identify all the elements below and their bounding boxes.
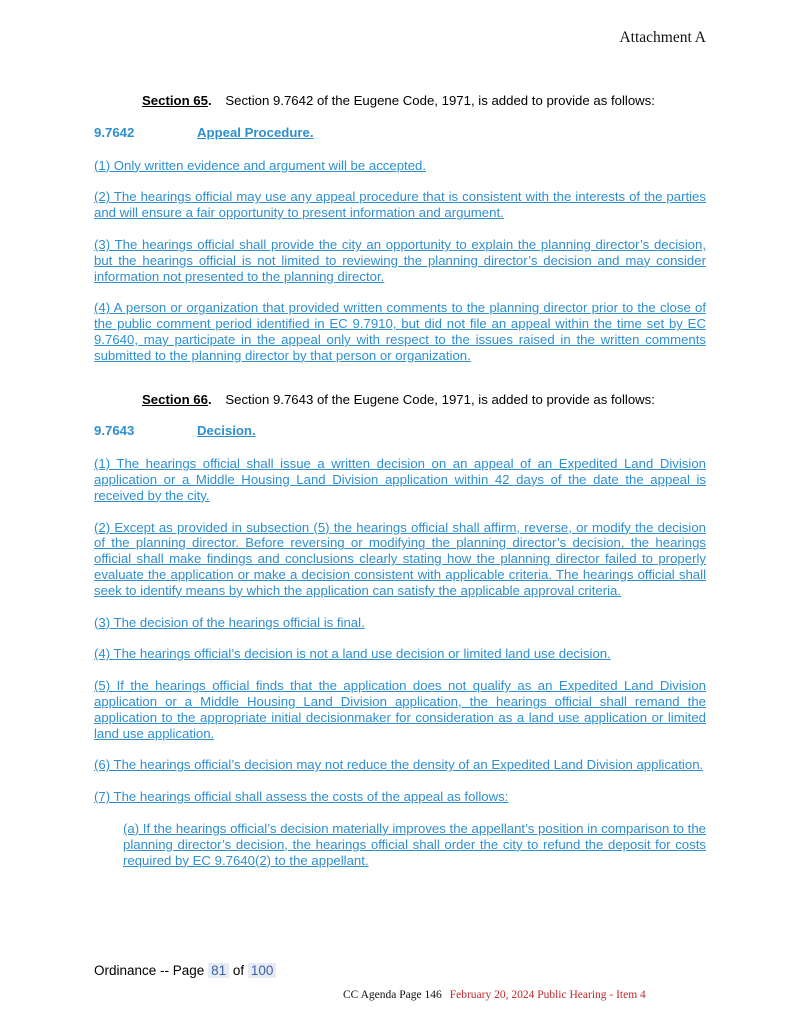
section-heading: Section 65. Section 9.7642 of the Eugene Code, 1971, is added to provide as follows: (142, 93, 655, 108)
page-label: Ordinance -- Page (94, 963, 205, 978)
of-label: of (232, 963, 245, 978)
paragraph: (1) Only written evidence and argument will be accepted. (94, 157, 427, 173)
code-heading (94, 125, 706, 141)
section-intro: Section 9.7642 of the Eugene Code, 1971, is added to provide as follows: (225, 93, 655, 108)
paragraph: (2) Except as provided in subsection (5) the hearings official shall affirm, reverse, or modify the decision of the planning director. Before reversing or modifying the planning director’s decision, the hearings official shall make findings and conclusions clearly stating how the planning director failed to properly evaluate the application or make a decision consistent with applicable criteria. The hearings official shall seek to identify means by which the application can satisfy the applicable approval criteria. (94, 519, 706, 598)
agenda-page: CC Agenda Page 146 (343, 989, 442, 1001)
section-label: Section 65 (142, 93, 208, 108)
paragraph: (3) The decision of the hearings official is final. (94, 614, 365, 630)
code-number: 9.7642 (94, 124, 135, 140)
section-heading: Section 66. Section 9.7643 of the Eugene Code, 1971, is added to provide as follows: (142, 391, 655, 407)
paragraph: (3) The hearings official shall provide the city an opportunity to explain the planning director’s decision, but the hearings official is not limited to reviewing the planning director’s decision and may consider information not presented to the planning director. (94, 236, 706, 284)
code-heading (94, 423, 706, 439)
section-intro: Section 9.7643 of the Eugene Code, 1971, is added to provide as follows: (225, 391, 655, 407)
page-number-field[interactable]: 81 (208, 963, 229, 978)
section-label: Section 66 (142, 391, 208, 407)
paragraph: (6) The hearings official’s decision may not reduce the density of an Expedited Land Division application. (94, 757, 704, 773)
paragraph: (1) The hearings official shall issue a written decision on an appeal of an Expedited Land Division application or a Middle Housing Land Division application within 42 days of the date the appeal is received by the city. (94, 456, 706, 503)
document-body (94, 93, 706, 884)
paragraph: (4) A person or organization that provided written comments to the planning director prior to the close of the public comment period identified in EC 9.7910, but did not file an appeal within the time set by EC 9.7640, may participate in the appeal only with respect to the issues raised in the written comments submitted to the planning director by that person or organization. (94, 300, 706, 363)
paragraph: (2) The hearings official may use any appeal procedure that is consistent with the interests of the parties and will ensure a fair opportunity to present information and argument. (94, 189, 706, 221)
hearing-label: February 20, 2024 Public Hearing - Item 4 (449, 989, 646, 1001)
paragraph: (7) The hearings official shall assess the costs of the appeal as follows: (94, 789, 509, 805)
paragraph: (4) The hearings official’s decision is not a land use decision or limited land use decision. (94, 646, 611, 662)
paragraph: (5) If the hearings official finds that the application does not qualify as an Expedited Land Division application or a Middle Housing Land Division application, the hearings official shall remand the application to the appropriate initial decisionmaker for consideration as a land use application or limited land use application. (94, 678, 706, 741)
subparagraph: (a) If the hearings official’s decision materially improves the appellant’s position in comparison to the planning director’s decision, the hearings official shall order the city to refund the deposit for costs required by EC 9.7640(2) to the appellant. (123, 820, 706, 868)
code-number: 9.7643 (94, 423, 135, 439)
code-title: Decision. (197, 423, 256, 439)
page-total-field[interactable]: 100 (248, 963, 277, 978)
attachment-label: Attachment A (619, 29, 706, 46)
agenda-footer (343, 989, 646, 1001)
code-title: Appeal Procedure. (197, 124, 314, 140)
page-footer (94, 963, 276, 978)
